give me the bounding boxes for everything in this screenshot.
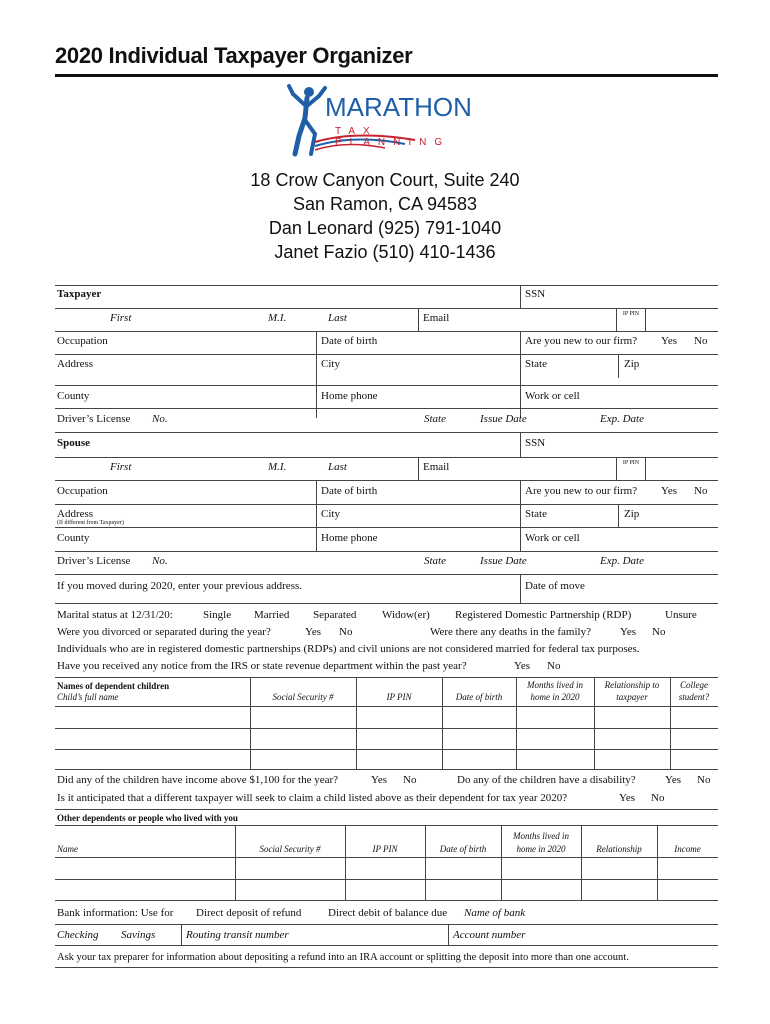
- irs-notice-no[interactable]: No: [547, 660, 561, 672]
- form-rule: [181, 924, 182, 946]
- divorced-no[interactable]: No: [339, 626, 353, 638]
- others-dob-col: Date of birth: [439, 844, 487, 854]
- form-rule: [618, 354, 619, 378]
- children-disability-yes[interactable]: Yes: [665, 774, 682, 786]
- taxpayer-header: Taxpayer: [57, 288, 102, 300]
- spouse-county-label: County: [57, 532, 90, 544]
- dependents-ssn-col: Social Security #: [272, 692, 334, 702]
- taxpayer-dl-state-label: State: [424, 413, 446, 425]
- form-rule: [356, 677, 357, 769]
- form-rule: [418, 308, 419, 332]
- spouse-mi-label: M.I.: [268, 461, 287, 473]
- form-rule: [55, 706, 718, 707]
- children-income-yes[interactable]: Yes: [371, 774, 388, 786]
- children-income-no[interactable]: No: [403, 774, 417, 786]
- address-line-2: San Ramon, CA 94583: [292, 194, 478, 214]
- children-disability-question: Do any of the children have a disability?: [457, 774, 636, 786]
- form-rule: [581, 825, 582, 901]
- form-rule: [55, 967, 718, 968]
- marathon-logo: [285, 84, 485, 164]
- others-ssn-col: Social Security #: [259, 844, 321, 854]
- spouse-last-label: Last: [328, 461, 347, 473]
- form-rule: [55, 677, 718, 678]
- taxpayer-dl-exp-label: Exp. Date: [600, 413, 644, 425]
- taxpayer-new-firm-question: Are you new to our firm?: [525, 335, 638, 347]
- dependents-college-col-line2: student?: [678, 692, 710, 702]
- taxpayer-new-firm-yes[interactable]: Yes: [661, 335, 678, 347]
- form-rule: [55, 551, 718, 552]
- taxpayer-dl-issue-label: Issue Date: [480, 413, 527, 425]
- spouse-dl-exp-label: Exp. Date: [600, 555, 644, 567]
- divorced-question: Were you divorced or separated during the year?: [57, 626, 271, 638]
- taxpayer-dl-no-label: No.: [152, 413, 168, 425]
- form-rule: [316, 331, 317, 418]
- ira-note: Ask your tax preparer for information about depositing a refund into an IRA account or splitting the deposit into more than one account.: [57, 952, 629, 963]
- page-title: 2020 Individual Taxpayer Organizer: [55, 43, 413, 68]
- form-rule: [235, 825, 236, 901]
- title-rule: [55, 74, 718, 77]
- spouse-state-label: State: [525, 508, 547, 520]
- spouse-dob-label: Date of birth: [321, 485, 378, 497]
- spouse-dl-issue-label: Issue Date: [480, 555, 527, 567]
- form-rule: [55, 879, 718, 880]
- deaths-yes[interactable]: Yes: [620, 626, 637, 638]
- direct-deposit-option[interactable]: Direct deposit of refund: [196, 907, 302, 919]
- spouse-occupation-label: Occupation: [57, 485, 108, 497]
- form-rule: [616, 308, 617, 332]
- claim-child-no[interactable]: No: [651, 792, 665, 804]
- form-rule: [645, 308, 646, 332]
- spouse-ssn-label: SSN: [525, 437, 546, 449]
- dependents-full-name-col: Child’s full name: [57, 692, 119, 702]
- dependents-months-col-line2: home in 2020: [530, 692, 580, 702]
- address-line-4: Janet Fazio (510) 410-1436: [274, 242, 496, 262]
- spouse-address-label: Address: [57, 508, 94, 520]
- spouse-new-firm-yes[interactable]: Yes: [661, 485, 678, 497]
- spouse-home-phone-label: Home phone: [321, 532, 378, 544]
- taxpayer-city-label: City: [321, 358, 340, 370]
- checking-option[interactable]: Checking: [57, 929, 99, 941]
- routing-number-label: Routing transit number: [186, 929, 289, 941]
- divorced-yes[interactable]: Yes: [305, 626, 322, 638]
- spouse-header: Spouse: [57, 437, 91, 449]
- form-rule: [425, 825, 426, 901]
- logo-name: MARATHON: [325, 92, 472, 122]
- form-rule: [55, 728, 718, 729]
- dependents-ip-pin-col: IP PIN: [386, 692, 412, 702]
- form-rule: [55, 900, 718, 901]
- spouse-ip-pin-label: IP PIN: [622, 460, 640, 466]
- form-rule: [55, 825, 718, 826]
- dependents-rel-col-line2: taxpayer: [616, 692, 648, 702]
- form-rule: [55, 527, 718, 528]
- account-number-label: Account number: [453, 929, 526, 941]
- form-rule: [345, 825, 346, 901]
- children-income-question: Did any of the children have income above $1,100 for the year?: [57, 774, 339, 786]
- marital-rdp-option[interactable]: Registered Domestic Partnership (RDP): [455, 609, 632, 621]
- form-rule: [645, 457, 646, 481]
- spouse-address-note: (If different from Taxpayer): [57, 520, 124, 526]
- move-date-label: Date of move: [525, 580, 585, 592]
- taxpayer-mi-label: M.I.: [268, 312, 287, 324]
- logo-tagline: TAX PLANNING: [335, 126, 451, 148]
- moved-label: If you moved during 2020, enter your previous address.: [57, 580, 303, 592]
- taxpayer-ip-pin-label: IP PIN: [622, 311, 640, 317]
- spouse-dl-state-label: State: [424, 555, 446, 567]
- dependents-dob-col: Date of birth: [455, 692, 503, 702]
- form-rule: [55, 574, 718, 575]
- children-disability-no[interactable]: No: [697, 774, 711, 786]
- form-rule: [316, 480, 317, 552]
- form-rule: [520, 480, 521, 552]
- taxpayer-county-label: County: [57, 390, 90, 402]
- marital-status-label: Marital status at 12/31/20:: [57, 609, 173, 621]
- spouse-city-label: City: [321, 508, 340, 520]
- form-rule: [55, 285, 718, 286]
- form-rule: [55, 408, 718, 409]
- claim-child-question: Is it anticipated that a different taxpayer will seek to claim a child listed above as their dependent for tax year 2020?: [57, 792, 568, 804]
- form-rule: [250, 677, 251, 769]
- form-rule: [616, 457, 617, 481]
- taxpayer-zip-label: Zip: [624, 358, 640, 370]
- dependents-rel-col-line1: Relationship to: [604, 680, 660, 690]
- marital-single-option[interactable]: Single: [203, 609, 232, 621]
- others-months-col-line1: Months lived in: [513, 831, 569, 841]
- others-name-col: Name: [57, 844, 78, 854]
- dependents-college-col-line1: College: [680, 680, 708, 690]
- form-rule: [55, 749, 718, 750]
- others-relationship-col: Relationship: [596, 844, 642, 854]
- form-rule: [657, 825, 658, 901]
- form-rule: [55, 308, 718, 309]
- form-rule: [55, 331, 718, 332]
- form-rule: [55, 603, 718, 604]
- spouse-zip-label: Zip: [624, 508, 640, 520]
- taxpayer-state-label: State: [525, 358, 547, 370]
- spouse-work-cell-label: Work or cell: [525, 532, 580, 544]
- taxpayer-last-label: Last: [328, 312, 347, 324]
- irs-notice-yes[interactable]: Yes: [514, 660, 531, 672]
- dependents-months-col-line1: Months lived in: [527, 680, 583, 690]
- form-rule: [516, 677, 517, 769]
- spouse-new-firm-no[interactable]: No: [694, 485, 708, 497]
- marital-unsure-option[interactable]: Unsure: [665, 609, 697, 621]
- marital-widow-option[interactable]: Widow(er): [382, 609, 430, 621]
- form-rule: [55, 457, 718, 458]
- address-line-3: Dan Leonard (925) 791-1040: [268, 218, 502, 238]
- spouse-email-label: Email: [423, 461, 450, 473]
- deaths-question: Were there any deaths in the family?: [430, 626, 591, 638]
- form-rule: [442, 677, 443, 769]
- spouse-dl-no-label: No.: [152, 555, 168, 567]
- form-rule: [55, 945, 718, 946]
- form-rule: [55, 432, 718, 433]
- others-income-col: Income: [674, 844, 701, 854]
- taxpayer-ssn-label: SSN: [525, 288, 546, 300]
- form-rule: [618, 504, 619, 528]
- dependents-header: Names of dependent children: [57, 681, 170, 691]
- taxpayer-dl-label: Driver’s License: [57, 413, 131, 425]
- taxpayer-new-firm-no[interactable]: No: [694, 335, 708, 347]
- form-rule: [520, 432, 521, 458]
- marital-separated-option[interactable]: Separated: [313, 609, 357, 621]
- taxpayer-home-phone-label: Home phone: [321, 390, 378, 402]
- marital-married-option[interactable]: Married: [254, 609, 290, 621]
- rdp-note: Individuals who are in registered domestic partnerships (RDPs) and civil unions are not considered married for federal tax purposes.: [57, 643, 640, 655]
- form-rule: [55, 924, 718, 925]
- form-rule: [55, 385, 718, 386]
- form-rule: [520, 331, 521, 418]
- form-rule: [55, 857, 718, 858]
- address-line-1: 18 Crow Canyon Court, Suite 240: [250, 170, 520, 190]
- form-rule: [418, 457, 419, 481]
- form-rule: [55, 769, 718, 770]
- taxpayer-email-label: Email: [423, 312, 450, 324]
- others-months-col-line2: home in 2020: [516, 844, 566, 854]
- spouse-first-label: First: [110, 461, 132, 473]
- form-rule: [594, 677, 595, 769]
- direct-debit-option[interactable]: Direct debit of balance due: [328, 907, 448, 919]
- others-ip-pin-col: IP PIN: [372, 844, 398, 854]
- savings-option[interactable]: Savings: [121, 929, 156, 941]
- taxpayer-occupation-label: Occupation: [57, 335, 108, 347]
- spouse-dl-label: Driver’s License: [57, 555, 131, 567]
- taxpayer-first-label: First: [110, 312, 132, 324]
- form-rule: [520, 285, 521, 309]
- form-rule: [55, 480, 718, 481]
- bank-name-label: Name of bank: [464, 907, 526, 919]
- form-rule: [520, 574, 521, 604]
- spouse-new-firm-question: Are you new to our firm?: [525, 485, 638, 497]
- irs-notice-question: Have you received any notice from the IRS or state revenue department within the past year?: [57, 660, 467, 672]
- taxpayer-dob-label: Date of birth: [321, 335, 378, 347]
- bank-info-label: Bank information: Use for: [57, 907, 174, 919]
- taxpayer-work-cell-label: Work or cell: [525, 390, 580, 402]
- form-rule: [670, 677, 671, 769]
- others-header: Other dependents or people who lived with you: [57, 813, 238, 823]
- claim-child-yes[interactable]: Yes: [619, 792, 636, 804]
- form-rule: [448, 924, 449, 946]
- form-rule: [55, 809, 718, 810]
- taxpayer-address-label: Address: [57, 358, 94, 370]
- deaths-no[interactable]: No: [652, 626, 666, 638]
